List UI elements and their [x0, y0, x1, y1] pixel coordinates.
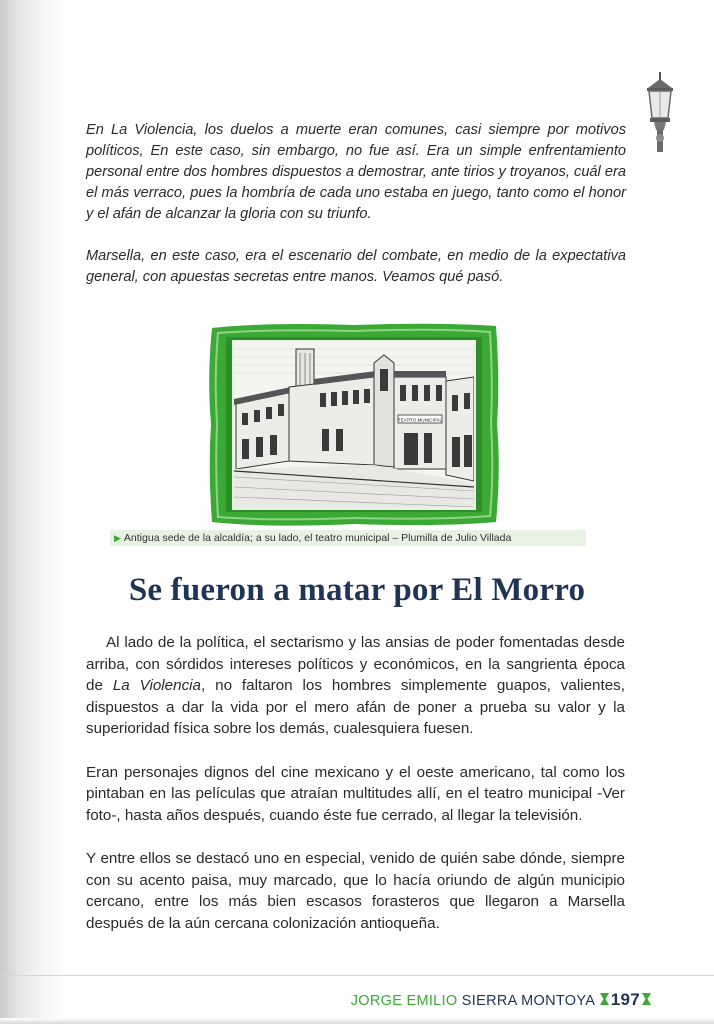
framed-illustration [208, 322, 500, 527]
page-bottom-shadow [0, 1018, 714, 1024]
section-title: Se fueron a matar por El Morro [128, 572, 586, 608]
body-paragraph-3: Y entre ellos se destacó uno en especial, venido de quién sabe dónde, siempre con su acento paisa, muy marcado, que lo hacía oriundo de algún municipio cercano, entre los más bien escasos forasteros que llegaron a Marsella después de la aún cercana colonización antioqueña. [86, 850, 625, 932]
intro-text [86, 120, 626, 309]
caption-triangle-icon: ▶ [114, 533, 121, 543]
page-gutter-shadow [0, 0, 70, 1024]
theatre-sign-text: TEATRO MUNICIPAL [397, 417, 443, 423]
footer-divider [0, 975, 714, 976]
body-paragraph-1 [86, 632, 625, 740]
caption-text: Antigua sede de la alcaldía; a su lado, el teatro municipal – Plumilla de Julio Villada [123, 532, 512, 544]
hourglass-ornament-icon [641, 992, 652, 1006]
page-footer [351, 988, 652, 1012]
body-paragraph-1-start: Al lado de la política, el sectarismo y las ansias de poder fomentadas desde arriba, con sórdidos intereses políticos y económicos, en la sangrienta época de [86, 634, 625, 694]
body-paragraph-1-end: , no faltaron los hombres simplemente guapos, valientes, dispuestos a dar la vida por el mero afán de poner a prueba su valor y la superioridad física sobre los demás, cualesquiera fuesen. [86, 677, 625, 737]
hourglass-ornament-icon [599, 992, 610, 1006]
building-sketch [234, 341, 474, 507]
author-last-name: SIERRA MONTOYA [461, 993, 595, 1009]
body-paragraph-1-emphasis: La Violencia [112, 677, 201, 694]
figure-caption [110, 530, 586, 546]
body-paragraph-2: Eran personajes dignos del cine mexicano y el oeste americano, tal como los pintaban en las películas que atraían multitudes allí, en el teatro municipal -Ver foto-, hasta años después, cuando éste fue cerrado, al llegar la televisión. [86, 763, 625, 824]
author-first-name: JORGE EMILIO [350, 993, 458, 1009]
page-number: 197 [610, 990, 640, 1009]
intro-paragraph-2: Marsella, en este caso, era el escenario del combate, en medio de la expectativa general, con apuestas secretas entre manos. Veamos qué pasó. [86, 248, 626, 285]
intro-paragraph-1: En La Violencia, los duelos a muerte eran comunes, casi siempre por motivos políticos, En este caso, sin embargo, no fue así. Era un simple enfrentamiento personal entre dos hombres dispuestos a demostrar, ante tirios y troyanos, cuál era el más verraco, pues la hombría de cada uno estaba en juego, tanto como el honor y el afán de alcanzar la gloria con su triunfo. [86, 122, 626, 222]
body-text [86, 632, 625, 956]
street-lamp-icon [640, 72, 680, 154]
